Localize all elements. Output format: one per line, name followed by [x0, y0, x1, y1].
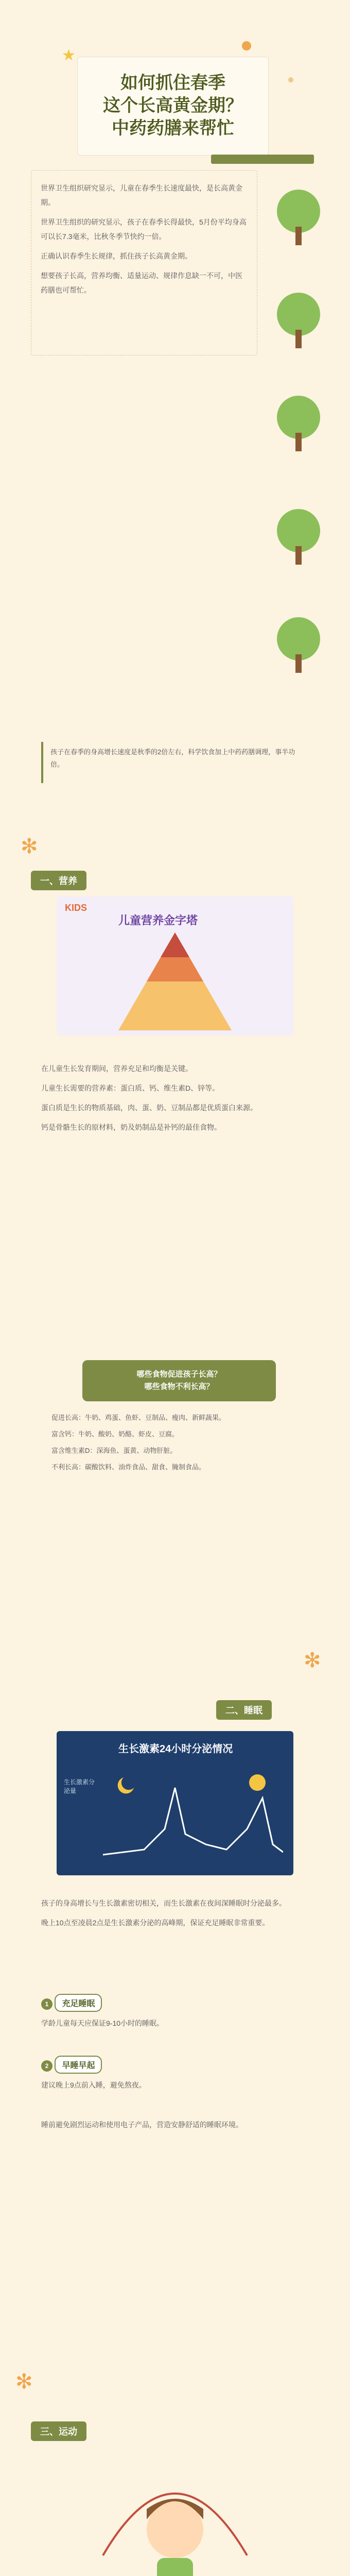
pinwheel-icon: ✻	[304, 1649, 321, 1672]
tip-number: 2	[41, 2060, 52, 2072]
tree-icon	[268, 289, 329, 353]
page-title-line2: 这个长高黄金期？	[103, 96, 243, 115]
tip-title: 早睡早起	[55, 2056, 102, 2074]
header-underline	[211, 155, 314, 164]
section2-text	[41, 1896, 309, 1930]
tip-item	[41, 2056, 309, 2092]
intro-paragraph: 想要孩子长高，营养均衡、适量运动、规律作息缺一不可，中医药膳也可帮忙。	[41, 272, 242, 294]
star-icon: ★	[62, 47, 76, 64]
hormone-chart	[57, 1731, 293, 1875]
pinwheel-icon: ✻	[15, 2370, 33, 2393]
section2-label: 二、睡眠	[216, 1700, 272, 1720]
chart-title: 生长激素24小时分泌情况	[118, 1743, 233, 1755]
pyramid-title: 儿童营养金字塔	[118, 914, 198, 927]
header-card	[77, 57, 269, 156]
tip-title: 充足睡眠	[55, 1994, 102, 2012]
section2-extra-text: 睡前避免剧烈运动和使用电子产品，营造安静舒适的睡眠环境。	[41, 2121, 243, 2129]
dot-decoration	[288, 77, 293, 82]
section3-header	[31, 2421, 86, 2441]
section1-paragraph: 在儿童生长发育期间，营养充足和均衡是关键。	[41, 1064, 192, 1073]
intro-paragraph: 世界卫生组织研究显示，儿童在春季生长速度最快，是长高黄金期。	[41, 184, 242, 207]
answer-item: 富含钙：牛奶、酸奶、奶酪、虾皮、豆腐。	[51, 1430, 179, 1438]
intro-box	[31, 170, 257, 355]
answer-list	[51, 1412, 299, 1473]
section1-header	[31, 871, 86, 890]
tree-icon	[268, 505, 329, 569]
section1-paragraph: 钙是骨骼生长的原材料，奶及奶制品是补钙的最佳食物。	[41, 1123, 221, 1131]
question-card	[82, 1360, 276, 1401]
pyramid-kids-label: KIDS	[65, 903, 87, 913]
pyramid-image	[57, 896, 293, 1036]
section3-label: 三、运动	[31, 2421, 86, 2441]
section2-header	[216, 1700, 272, 1720]
summary-box	[41, 742, 309, 783]
jump-rope-illustration	[67, 2452, 283, 2576]
sun-icon	[249, 1774, 266, 1791]
tree-icon	[268, 185, 329, 250]
tip-text: 建议晚上9点前入睡，避免熬夜。	[41, 2081, 146, 2089]
question-line1: 哪些食物促进孩子长高？	[136, 1370, 222, 1379]
food-pyramid	[118, 933, 232, 1030]
dot-decoration	[242, 41, 251, 50]
summary-text: 孩子在春季的身高增长速度是秋季的2倍左右，科学饮食加上中药药膳调理，事半功倍。	[50, 748, 295, 768]
section1-paragraph: 蛋白质是生长的物质基础，肉、蛋、奶、豆制品都是优质蛋白来源。	[41, 1104, 257, 1112]
question-line2: 哪些食物不利长高？	[144, 1382, 214, 1391]
answer-item: 不利长高：碳酸饮料、油炸食品、甜食、腌制食品。	[51, 1463, 206, 1471]
tree-icon	[268, 392, 329, 456]
section2-paragraph: 晚上10点至凌晨2点是生长激素分泌的高峰期，保证充足睡眠非常重要。	[41, 1919, 270, 1927]
tip-number: 1	[41, 1998, 52, 2010]
pinwheel-icon: ✻	[21, 835, 38, 858]
chart-ylabel: 生长激素分泌量	[64, 1778, 95, 1794]
tip-item	[41, 1994, 309, 2030]
intro-paragraph: 正确认识春季生长规律，抓住孩子长高黄金期。	[41, 252, 192, 260]
moon-icon	[118, 1777, 134, 1793]
section1-text	[41, 1061, 309, 1134]
answer-item: 富含维生素D：深海鱼、蛋黄、动物肝脏。	[51, 1447, 177, 1454]
tip-text: 学龄儿童每天应保证9-10小时的睡眠。	[41, 2019, 164, 2027]
answer-item: 促进长高：牛奶、鸡蛋、鱼虾、豆制品、瘦肉、新鲜蔬果。	[51, 1414, 226, 1421]
tree-icon	[268, 613, 329, 677]
page-title-line3: 中药药膳来帮忙	[112, 118, 234, 138]
section1-label: 一、营养	[31, 871, 86, 890]
intro-paragraph: 世界卫生组织的研究显示，孩子在春季长得最快，5月份平均身高可以长7.3毫米，比秋冬季节快约一倍。	[41, 218, 247, 241]
section1-paragraph: 儿童生长需要的营养素：蛋白质、钙、维生素D、锌等。	[41, 1084, 220, 1092]
section2-extra	[41, 2117, 309, 2132]
chart-curve	[103, 1767, 283, 1865]
page-title-line1: 如何抓住春季	[120, 73, 225, 93]
section2-paragraph: 孩子的身高增长与生长激素密切相关，而生长激素在夜间深睡眠时分泌最多。	[41, 1899, 286, 1907]
